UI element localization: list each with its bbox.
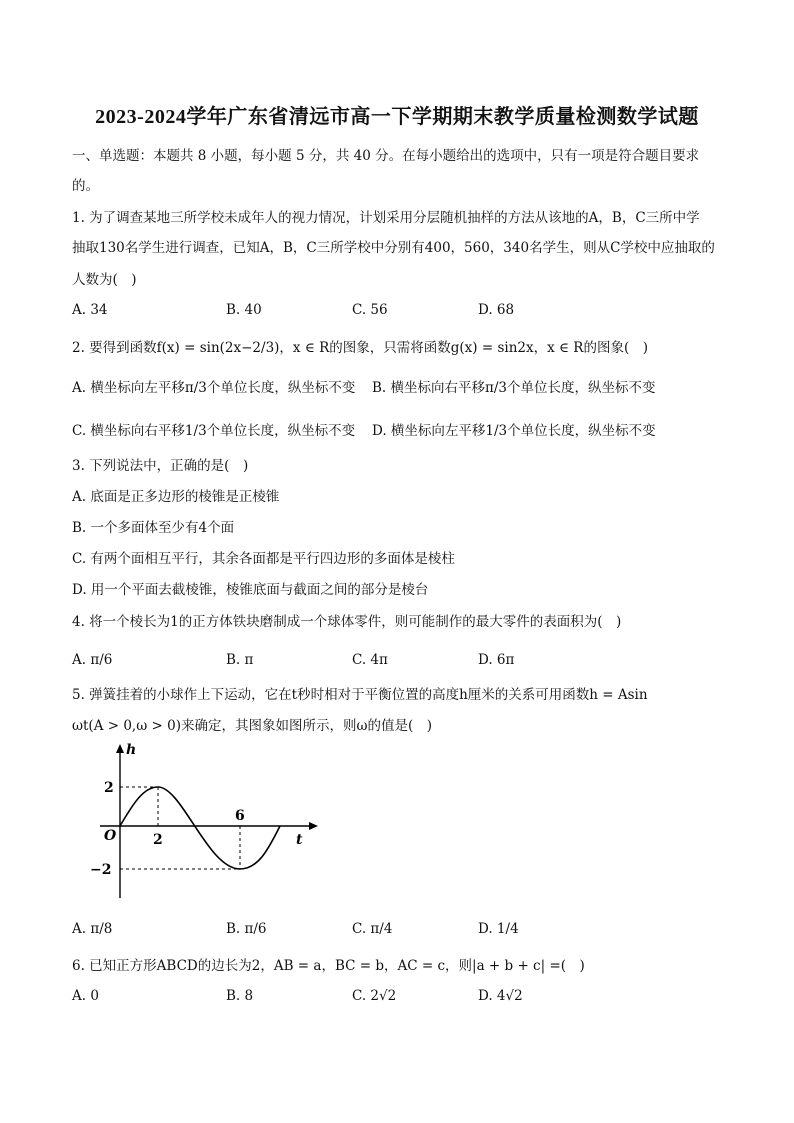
question-5-option-b: B. π/6 <box>226 921 267 937</box>
question-1-option-c: C. 56 <box>352 302 388 318</box>
question-1-option-b: B. 40 <box>226 302 262 318</box>
x-trough-label: 6 <box>235 808 245 824</box>
h-label: h <box>126 742 137 758</box>
question-2-option-d: D. 横坐标向左平移1/3个单位长度，纵坐标不变 <box>372 423 656 439</box>
section-header-line-1: 一、单选题：本题共 8 小题，每小题 5 分，共 40 分。在每小题给出的选项中，只有一项是符合题目要求 <box>72 148 700 164</box>
t-axis-arrow-icon <box>309 822 318 830</box>
question-3-option-b: B. 一个多面体至少有4个面 <box>72 520 235 536</box>
question-2-line-1: 2. 要得到函数f(x) = sin(2x−2/3)，x ∈ R的图象，只需将函数g(x) = sin2x，x ∈ R的图象( ) <box>72 340 648 356</box>
question-4-option-c: C. 4π <box>352 652 388 668</box>
question-5-line-1: 5. 弹簧挂着的小球作上下运动，它在t秒时相对于平衡位置的高度h厘米的关系可用函数h = Asin <box>72 687 648 703</box>
question-2-option-c: C. 横坐标向右平移1/3个单位长度，纵坐标不变 <box>72 423 356 439</box>
question-3-option-c: C. 有两个面相互平行，其余各面都是平行四边形的多面体是棱柱 <box>72 551 455 567</box>
y-top-label: 2 <box>104 780 114 796</box>
question-4-option-b: B. π <box>226 652 254 668</box>
question-1-option-d: D. 68 <box>478 302 515 318</box>
h-axis-arrow-icon <box>116 744 124 753</box>
question-6-line-1: 6. 已知正方形ABCD的边长为2，AB = a，BC = b，AC = c，则|a + b + c| =( ) <box>72 958 585 974</box>
question-3-line-1: 3. 下列说法中，正确的是( ) <box>72 458 249 474</box>
question-1-line-2: 抽取130名学生进行调查，已知A，B，C三所学校中分别有400，560，340名学生，则从C学校中应抽取的 <box>72 240 715 256</box>
sine-curve <box>120 787 280 869</box>
question-5-option-c: C. π/4 <box>352 921 393 937</box>
question-6-option-c: C. 2√2 <box>352 988 397 1004</box>
question-5-option-a: A. π/8 <box>72 921 113 937</box>
y-bottom-label: −2 <box>90 862 112 878</box>
question-2-option-b: B. 横坐标向右平移π/3个单位长度，纵坐标不变 <box>372 380 656 396</box>
origin-label: O <box>104 828 117 844</box>
question-6-option-b: B. 8 <box>226 988 254 1004</box>
question-6-option-a: A. 0 <box>72 988 99 1004</box>
question-4-option-a: A. π/6 <box>72 652 113 668</box>
question-5-option-d: D. 1/4 <box>478 921 519 937</box>
x-peak-label: 2 <box>153 832 163 848</box>
question-4-line-1: 4. 将一个棱长为1的正方体铁块磨制成一个球体零件，则可能制作的最大零件的表面积为( ) <box>72 614 622 630</box>
question-1-line-1: 1. 为了调查某地三所学校未成年人的视力情况，计划采用分层随机抽样的方法从该地的A，B，C三所中学 <box>72 210 700 226</box>
question-3-option-d: D. 用一个平面去截棱锥，棱锥底面与截面之间的部分是棱台 <box>72 582 429 598</box>
question-2-option-a: A. 横坐标向左平移π/3个单位长度，纵坐标不变 <box>72 380 356 396</box>
question-1-option-a: A. 34 <box>72 302 108 318</box>
question-5-line-2: ωt(A > 0,ω > 0)来确定，其图象如图所示，则ω的值是( ) <box>72 718 433 734</box>
question-3-option-a: A. 底面是正多边形的棱锥是正棱锥 <box>72 489 280 505</box>
section-header-line-2: 的。 <box>72 178 99 194</box>
question-4-option-d: D. 6π <box>478 652 515 668</box>
sine-graph <box>90 740 330 900</box>
question-6-option-d: D. 4√2 <box>478 988 523 1004</box>
question-1-line-3: 人数为( ) <box>72 272 137 288</box>
exam-title: 2023-2024学年广东省清远市高一下学期期末教学质量检测数学试题 <box>95 106 699 128</box>
t-label: t <box>296 832 303 848</box>
